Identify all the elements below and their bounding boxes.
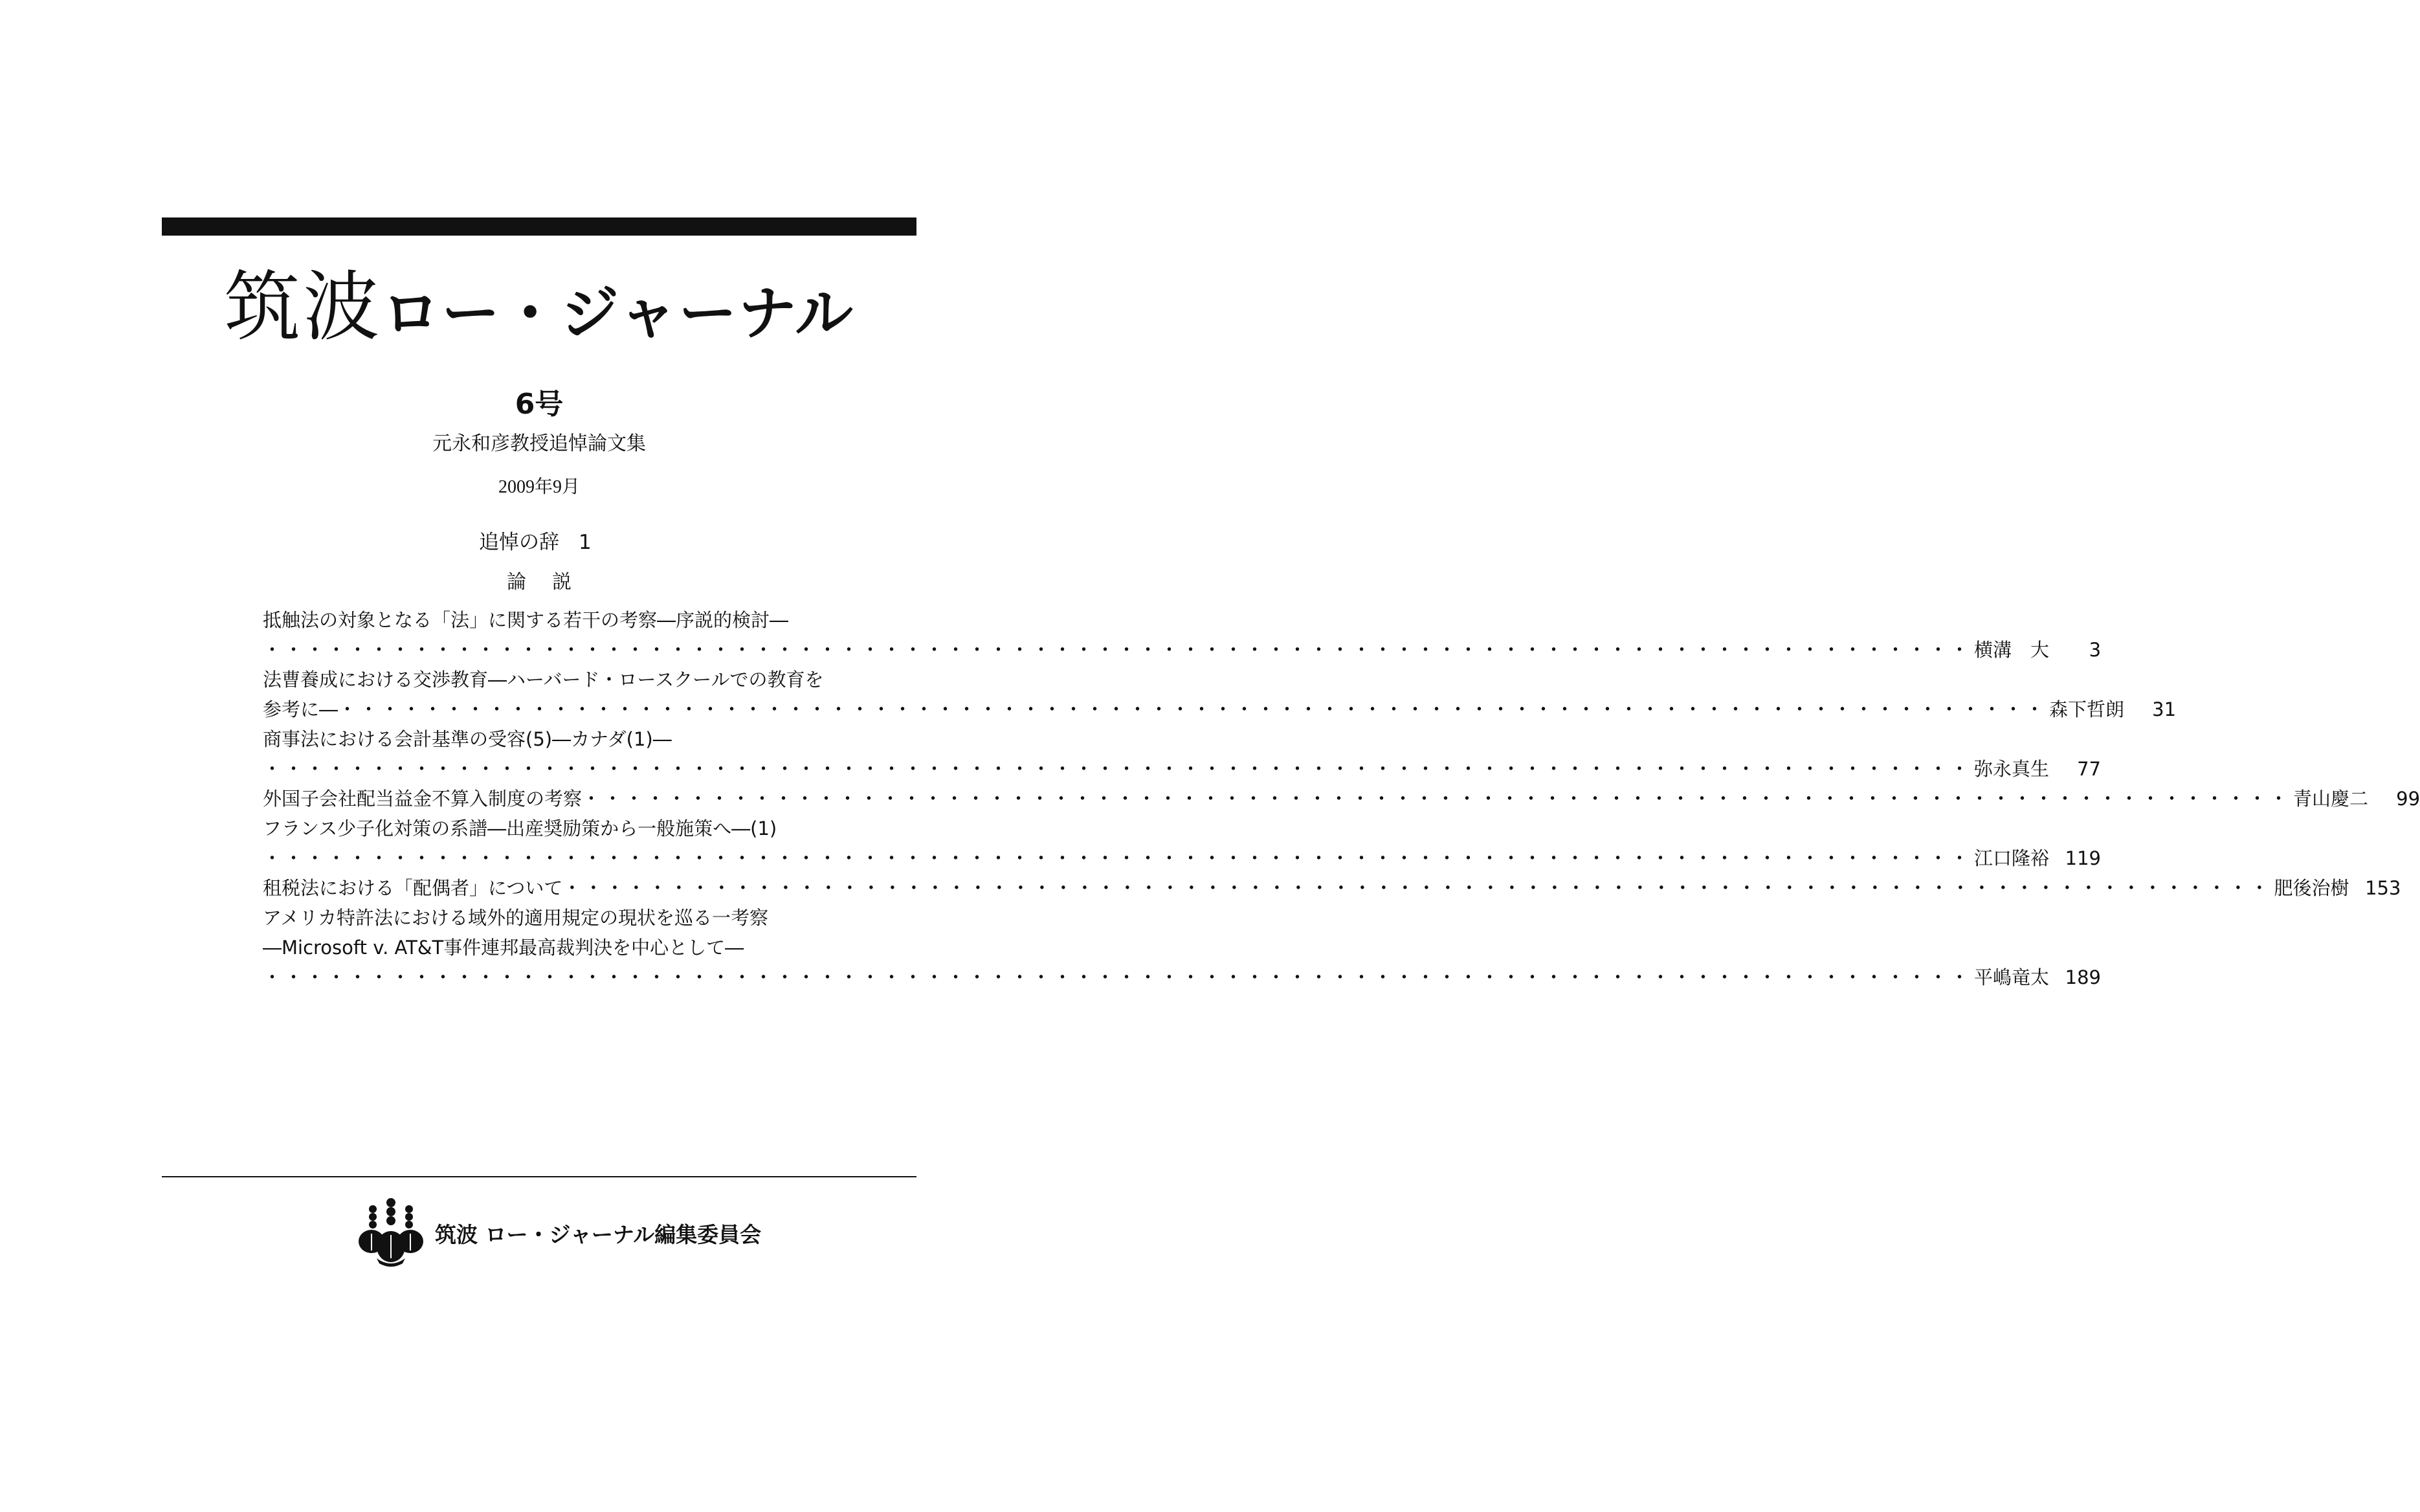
article-page: 3	[2089, 639, 2102, 661]
top-rule	[162, 217, 916, 236]
article-author: 弥永真生	[1974, 758, 2050, 780]
table-of-contents	[263, 605, 2420, 992]
dot-leader: ・・・・・・・・・・・・・・・・・・・・・・・・・・・・・・・・・・・・・・・・・・・・・・・・・・・・・・・・・・・・・・・・・・・・・・・・・・・・・・・・	[263, 847, 1972, 869]
toc-entry[interactable]	[263, 784, 2420, 814]
article-page: 77	[2077, 758, 2102, 780]
toc-row	[263, 754, 2102, 784]
issue-number: 6号	[515, 388, 564, 421]
toc-entry[interactable]	[263, 814, 2102, 873]
article-author: 肥後治樹	[2274, 877, 2349, 899]
toc-entry[interactable]	[263, 665, 2177, 724]
article-page: 189	[2065, 966, 2102, 988]
article-page: 99	[2396, 788, 2420, 810]
dot-leader: ・・・・・・・・・・・・・・・・・・・・・・・・・・・・・・・・・・・・・・・・・・・・・・・・・・・・・・・・・・・・・・・・・・・・・・・・・・・・・・・・	[263, 758, 1972, 780]
toc-entry[interactable]	[263, 724, 2102, 784]
article-title-line: 法曹養成における交渉教育―ハーバード・ロースクールでの教育を	[263, 669, 824, 691]
article-page: 153	[2365, 877, 2401, 899]
bottom-rule	[162, 1176, 916, 1177]
article-page: 31	[2152, 698, 2177, 720]
article-title-lead: 外国子会社配当益金不算入制度の考察	[263, 788, 583, 810]
article-title-lead: 租税法における「配偶者」について	[263, 877, 563, 899]
journal-title-kana: ロー・ジャーナル	[382, 280, 854, 348]
article-author: 森下哲朗	[2049, 698, 2125, 720]
journal-title-kanji: 筑波	[224, 262, 383, 351]
issue-subtitle: 元永和彦教授追悼論文集	[432, 432, 646, 455]
toc-row	[263, 873, 2401, 903]
issue-date: 2009年9月	[498, 477, 580, 497]
article-title-line: 商事法における会計基準の受容(5)―カナダ(1)―	[263, 728, 672, 750]
toc-entry[interactable]	[263, 903, 2102, 992]
dot-leader: ・・・・・・・・・・・・・・・・・・・・・・・・・・・・・・・・・・・・・・・・・・・・・・・・・・・・・・・・・・・・・・・・・・・・・・・・・・・・・・・・	[582, 788, 2291, 810]
article-title-line: アメリカ特許法における域外的適用規定の現状を巡る一考察	[263, 907, 768, 929]
article-title-lead: 参考に―	[263, 698, 339, 720]
paulownia-crest-icon	[357, 1196, 425, 1267]
article-title-line: 抵触法の対象となる「法」に関する若干の考察―序説的検討―	[263, 609, 789, 631]
toc-row	[263, 843, 2102, 873]
article-page: 119	[2065, 847, 2102, 869]
article-author: 江口隆裕	[1974, 847, 2050, 869]
memorial-entry[interactable]	[479, 526, 592, 555]
dot-leader: ・・・・・・・・・・・・・・・・・・・・・・・・・・・・・・・・・・・・・・・・・・・・・・・・・・・・・・・・・・・・・・・・・・・・・・・・・・・・・・・・	[263, 966, 1972, 988]
dot-leader: ・・・・・・・・・・・・・・・・・・・・・・・・・・・・・・・・・・・・・・・・・・・・・・・・・・・・・・・・・・・・・・・・・・・・・・・・・・・・・・・・	[263, 639, 1972, 661]
toc-row	[263, 695, 2177, 724]
article-author: 横溝 大	[1974, 639, 2050, 661]
memorial-page: 1	[579, 531, 592, 554]
dot-leader: ・・・・・・・・・・・・・・・・・・・・・・・・・・・・・・・・・・・・・・・・・・・・・・・・・・・・・・・・・・・・・・・・・・・・・・・・・・・・・・・・	[338, 698, 2047, 720]
toc-entry[interactable]	[263, 605, 2102, 665]
toc-row	[263, 784, 2420, 814]
section-heading: 論説	[507, 571, 597, 594]
journal-title	[162, 262, 916, 351]
article-author: 青山慶二	[2293, 788, 2369, 810]
toc-row	[263, 962, 2102, 992]
publisher-name: 筑波 ロー・ジャーナル編集委員会	[435, 1222, 762, 1247]
toc-row	[263, 635, 2102, 665]
article-title-line: ―Microsoft v. AT&T事件連邦最高裁判決を中心として―	[263, 937, 744, 959]
memorial-label: 追悼の辞	[479, 531, 559, 554]
article-author: 平嶋竜太	[1974, 966, 2050, 988]
toc-entry[interactable]	[263, 873, 2401, 903]
dot-leader: ・・・・・・・・・・・・・・・・・・・・・・・・・・・・・・・・・・・・・・・・・・・・・・・・・・・・・・・・・・・・・・・・・・・・・・・・・・・・・・・・	[562, 877, 2272, 899]
article-title-line: フランス少子化対策の系譜―出産奨励策から一般施策へ―(1)	[263, 817, 777, 839]
